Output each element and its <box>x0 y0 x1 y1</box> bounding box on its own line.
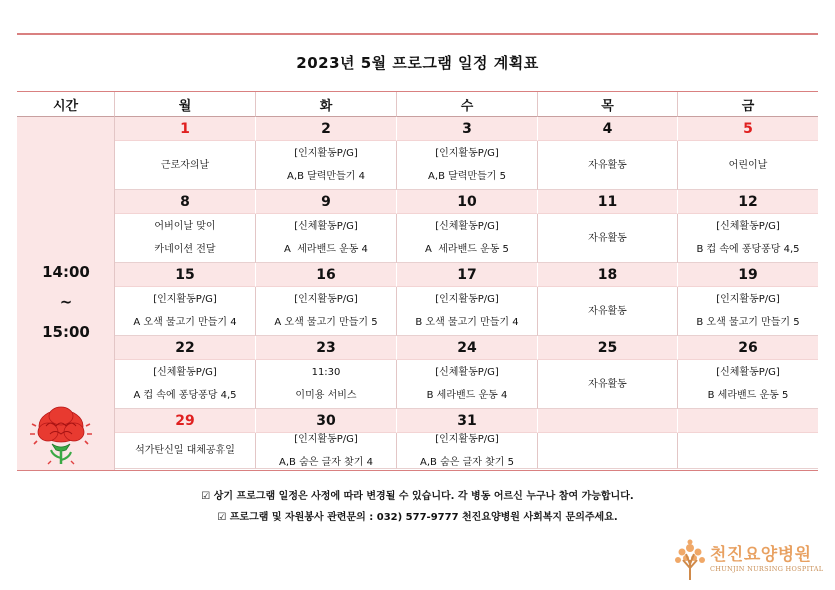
date-cell: 24 <box>397 336 538 360</box>
header-day: 월 <box>115 92 256 117</box>
notes <box>0 486 835 528</box>
activity-text: [신체활동P/G] <box>435 367 499 378</box>
activity-text: 자유활동 <box>588 378 627 390</box>
date-cell <box>538 409 678 433</box>
activity-cell <box>115 214 256 263</box>
activity-text: [신체활동P/G] <box>294 221 358 232</box>
activity-text: [신체활동P/G] <box>435 221 499 232</box>
activity-cell <box>115 360 256 409</box>
activity-text: [인지활동P/G] <box>435 294 499 305</box>
schedule-table <box>17 91 818 471</box>
date-cell: 19 <box>678 263 818 287</box>
date-cell: 25 <box>538 336 678 360</box>
time-start: 14:00 <box>42 263 90 281</box>
date-cell: 3 <box>397 117 538 141</box>
date-cell: 12 <box>678 190 818 214</box>
time-slot <box>17 257 115 347</box>
date-cell: 23 <box>256 336 397 360</box>
activity-text: [인지활동P/G] <box>153 294 217 305</box>
activity-text: B 세라밴드 운동 4 <box>426 390 508 401</box>
activity-cell <box>538 287 678 336</box>
activity-text: 자유활동 <box>588 232 627 244</box>
activity-text: A,B 숨은 글자 찾기 5 <box>420 456 514 468</box>
date-cell: 1 <box>115 117 256 141</box>
activity-cell <box>397 360 538 409</box>
activity-text: 이미용 서비스 <box>295 390 357 401</box>
date-cell: 30 <box>256 409 397 433</box>
activity-text: A,B 달력만들기 5 <box>428 171 506 182</box>
activity-text: A,B 숨은 글자 찾기 4 <box>279 456 373 468</box>
date-cell: 4 <box>538 117 678 141</box>
activity-text: 석가탄신일 대체공휴일 <box>135 445 235 456</box>
date-cell: 16 <box>256 263 397 287</box>
date-cell <box>678 409 818 433</box>
date-cell: 8 <box>115 190 256 214</box>
activity-cell <box>256 360 397 409</box>
carnation-icon <box>26 404 96 468</box>
date-cell: 15 <box>115 263 256 287</box>
activity-cell <box>678 287 818 336</box>
time-end: 15:00 <box>42 323 90 341</box>
activity-cell <box>538 141 678 190</box>
activity-text: [신체활동P/G] <box>716 221 780 232</box>
activity-text: A 오색 물고기 만들기 4 <box>133 317 237 328</box>
activity-cell <box>678 433 818 469</box>
activity-cell <box>397 433 538 469</box>
activity-text: [신체활동P/G] <box>716 367 780 378</box>
activity-text: 어린이날 <box>728 159 768 171</box>
activity-cell <box>678 214 818 263</box>
activity-text: A,B 달력만들기 4 <box>287 171 365 182</box>
date-cell: 29 <box>115 409 256 433</box>
page-title: 2023년 5월 프로그램 일정 계획표 <box>296 54 539 72</box>
date-cell: 22 <box>115 336 256 360</box>
activity-cell <box>397 214 538 263</box>
activity-cell <box>256 214 397 263</box>
activity-cell <box>115 287 256 336</box>
activity-text: [인지활동P/G] <box>716 294 780 305</box>
activity-text: [인지활동P/G] <box>435 433 499 445</box>
date-cell: 9 <box>256 190 397 214</box>
activity-cell <box>256 287 397 336</box>
header-day: 금 <box>678 92 818 117</box>
activity-text: A 세라밴드 운동 4 <box>284 244 368 255</box>
activity-text: A 세라밴드 운동 5 <box>425 244 509 255</box>
activity-cell <box>397 141 538 190</box>
date-cell: 26 <box>678 336 818 360</box>
header-day: 수 <box>397 92 538 117</box>
header-time: 시간 <box>17 92 115 117</box>
activity-text: [인지활동P/G] <box>435 148 499 159</box>
activity-text: [인지활동P/G] <box>294 294 358 305</box>
activity-text: 11:30 <box>311 367 341 378</box>
activity-text: B 오색 물고기 만들기 5 <box>696 317 800 328</box>
activity-text: 어버이날 맞이 <box>154 221 216 232</box>
activity-text: A 컵 속에 퐁당퐁당 4,5 <box>133 390 237 401</box>
date-cell: 31 <box>397 409 538 433</box>
activity-text: [인지활동P/G] <box>294 433 358 445</box>
activity-text: B 세라밴드 운동 5 <box>707 390 789 401</box>
activity-text: 자유활동 <box>588 305 627 317</box>
activity-text: 근로자의날 <box>160 159 210 171</box>
top-rule <box>17 33 818 35</box>
activity-cell <box>115 433 256 469</box>
note-schedule-change: ☑ 상기 프로그램 일정은 사정에 따라 변경될 수 있습니다. 각 병동 어르신 누구나 참여 가능합니다. <box>201 491 634 502</box>
activity-cell <box>678 360 818 409</box>
date-cell: 17 <box>397 263 538 287</box>
header-day: 목 <box>538 92 678 117</box>
activity-text: [신체활동P/G] <box>153 367 217 378</box>
activity-cell <box>538 433 678 469</box>
date-cell: 11 <box>538 190 678 214</box>
header-day: 화 <box>256 92 397 117</box>
tree-icon <box>672 538 708 582</box>
hospital-logo <box>672 538 832 582</box>
activity-text: B 오색 물고기 만들기 4 <box>415 317 519 328</box>
activity-cell <box>256 141 397 190</box>
activity-cell <box>538 360 678 409</box>
note-contact: ☑ 프로그램 및 자원봉사 관련문의 : 032) 577-9777 천진요양병원 사회복지 문의주세요. <box>217 512 618 523</box>
activity-cell <box>397 287 538 336</box>
activity-cell <box>115 141 256 190</box>
activity-text: [인지활동P/G] <box>294 148 358 159</box>
activity-text: B 컵 속에 퐁당퐁당 4,5 <box>696 244 800 255</box>
date-cell: 5 <box>678 117 818 141</box>
logo-subtitle: CHUNJIN NURSING HOSPITAL <box>710 565 824 573</box>
date-cell: 10 <box>397 190 538 214</box>
activity-cell <box>678 141 818 190</box>
activity-text: 자유활동 <box>588 159 627 171</box>
date-cell: 18 <box>538 263 678 287</box>
date-cell: 2 <box>256 117 397 141</box>
time-separator: ~ <box>59 293 73 311</box>
activity-cell <box>256 433 397 469</box>
logo-name: 천진요양병원 <box>710 545 812 565</box>
activity-text: A 오색 물고기 만들기 5 <box>274 317 378 328</box>
activity-text: 카네이션 전달 <box>154 244 216 255</box>
activity-cell <box>538 214 678 263</box>
